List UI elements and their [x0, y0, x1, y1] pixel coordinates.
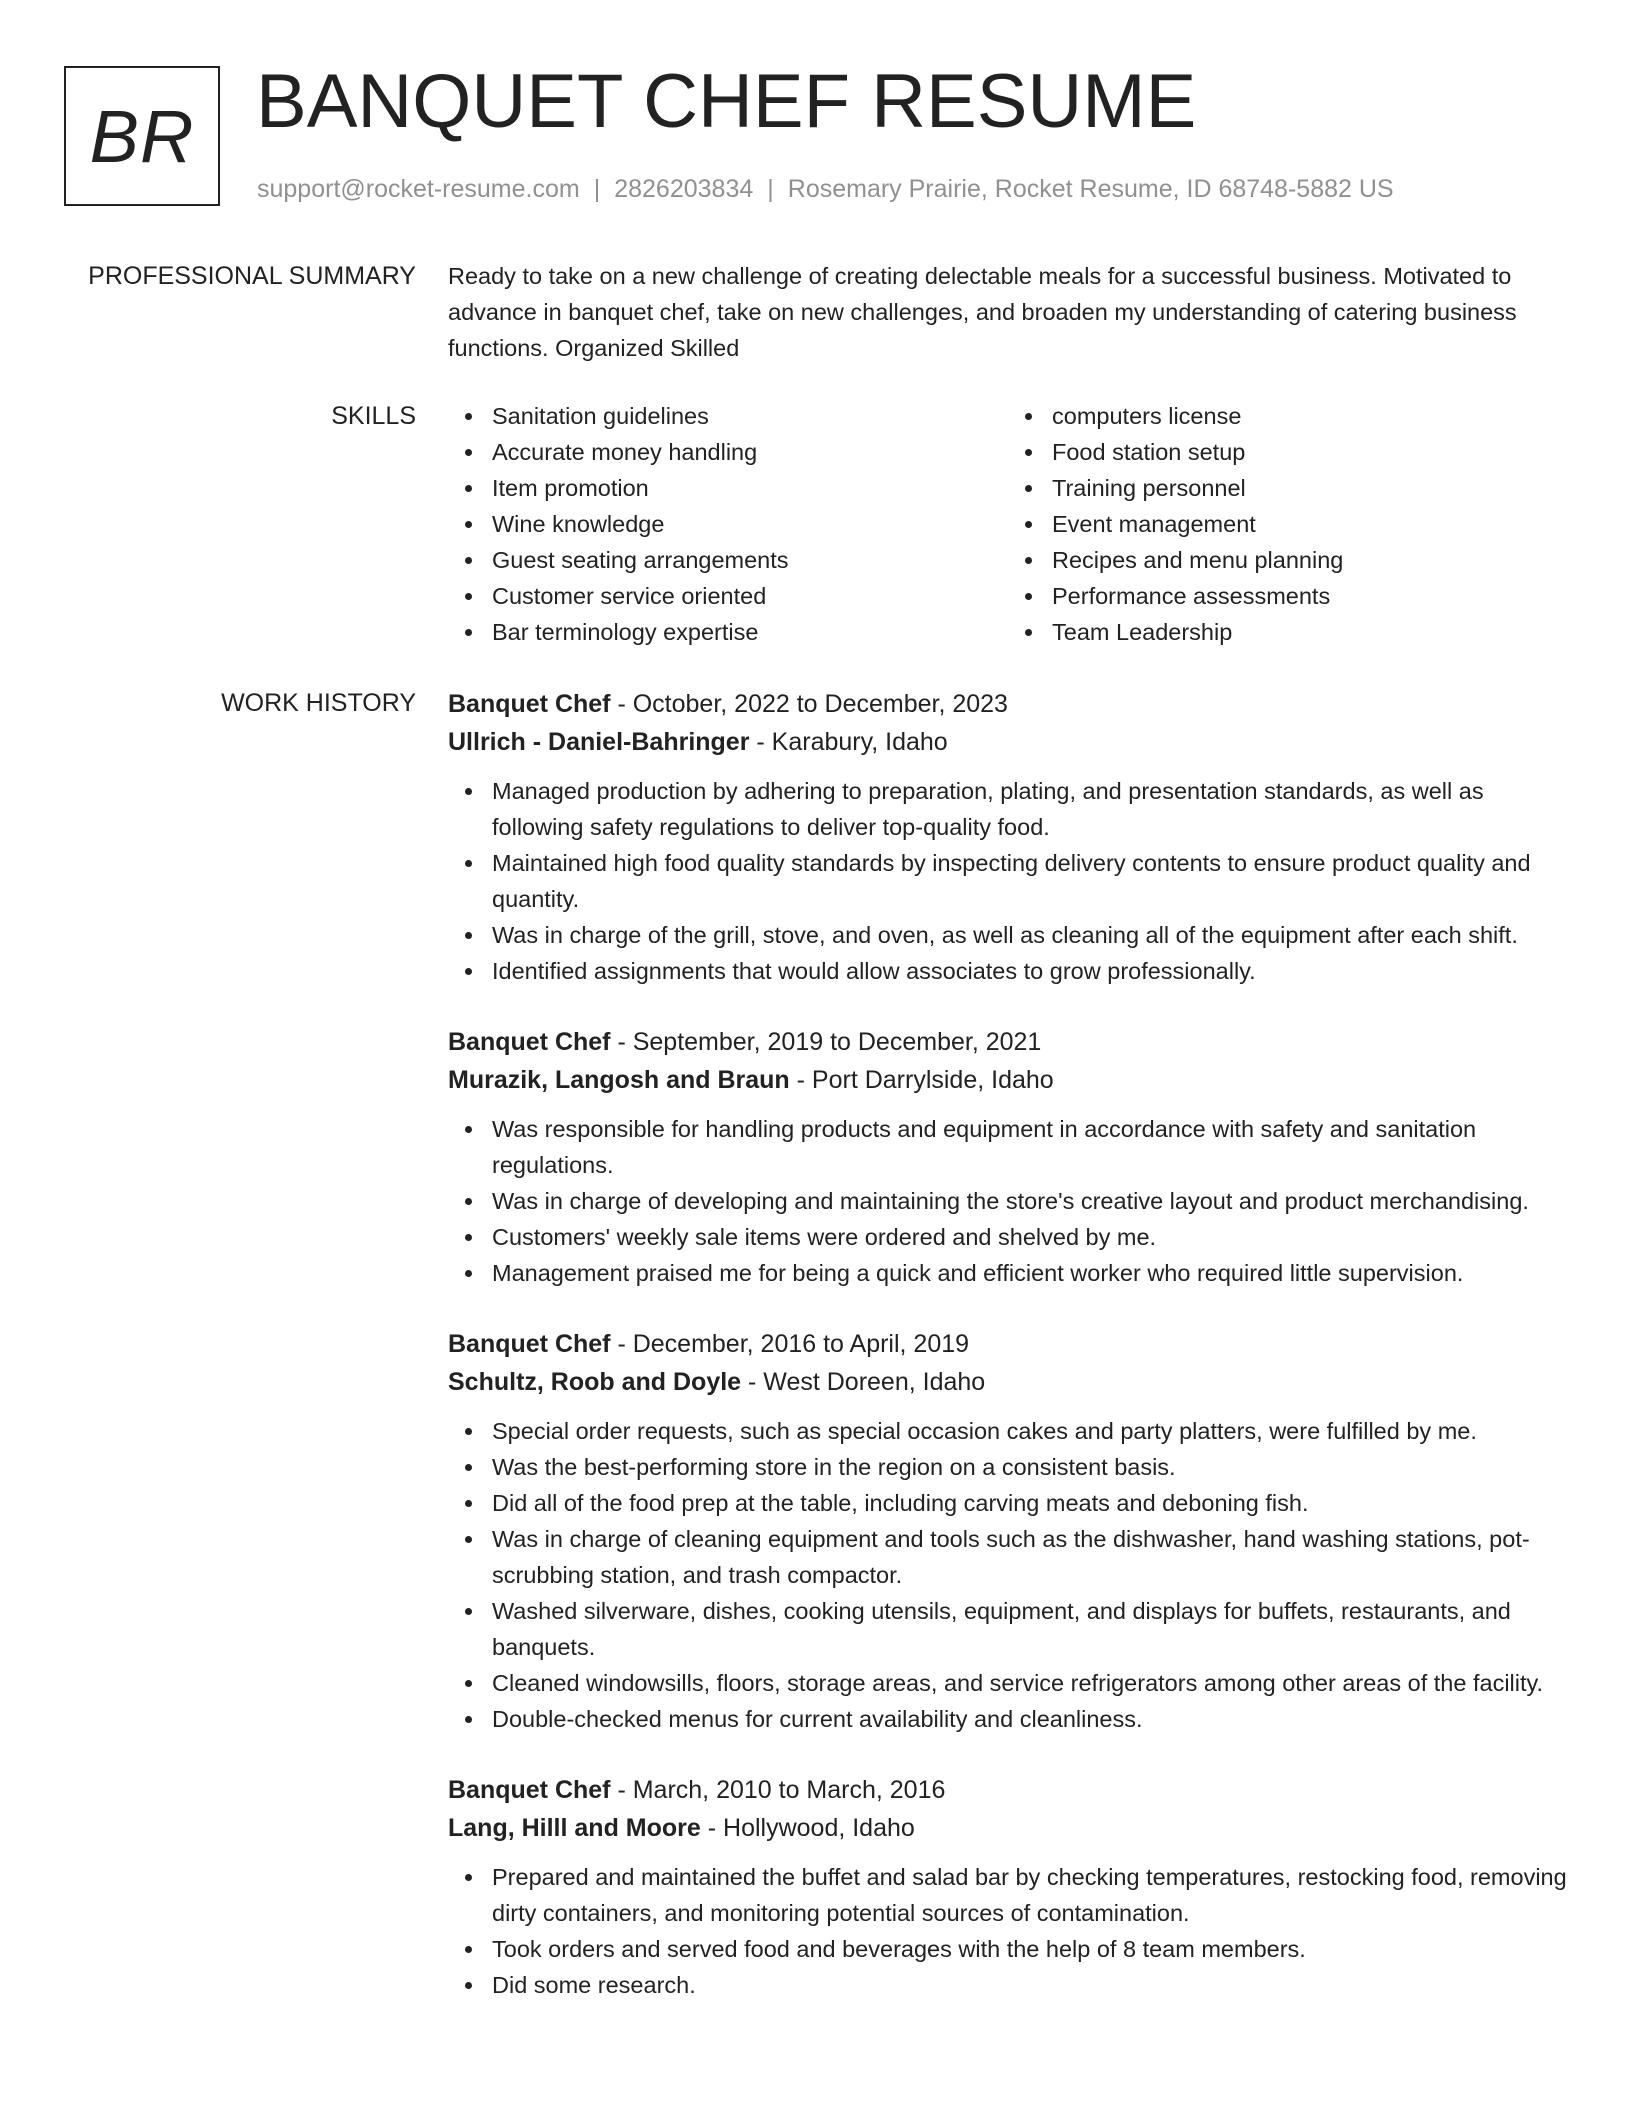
skill-item: Wine knowledge	[492, 506, 1008, 542]
job-duties	[448, 1859, 1568, 2003]
skill-item: Item promotion	[492, 470, 1008, 506]
dash: -	[700, 1814, 724, 1842]
job-duties	[448, 773, 1568, 989]
job-title-line	[448, 1325, 1568, 1363]
dash: -	[610, 690, 633, 718]
contact-line	[257, 172, 1394, 206]
job-company: Schultz, Roob and Doyle	[448, 1368, 742, 1396]
dash: -	[610, 1028, 633, 1056]
summary-heading: PROFESSIONAL SUMMARY	[88, 262, 416, 290]
skill-item: Sanitation guidelines	[492, 398, 1008, 434]
duty-item: Customers' weekly sale items were ordered and shelved by me.	[492, 1219, 1568, 1255]
dash: -	[789, 1066, 812, 1094]
contact-separator: |	[593, 175, 601, 203]
duty-item: Was in charge of cleaning equipment and tools such as the dishwasher, hand washing stations, pot-scrubbing station, and trash compactor.	[492, 1521, 1568, 1593]
skill-item: Food station setup	[1052, 434, 1568, 470]
skill-item: Bar terminology expertise	[492, 614, 1008, 650]
skill-item: Event management	[1052, 506, 1568, 542]
duty-item: Identified assignments that would allow associates to grow professionally.	[492, 953, 1568, 989]
job-location: Karabury, Idaho	[771, 728, 948, 756]
duty-item: Did all of the food prep at the table, including carving meats and deboning fish.	[492, 1485, 1568, 1521]
job-duties	[448, 1111, 1568, 1291]
skills-columns	[448, 398, 1568, 650]
duty-item: Cleaned windowsills, floors, storage areas, and service refrigerators among other areas of the facility.	[492, 1665, 1568, 1701]
job-location: West Doreen, Idaho	[763, 1368, 986, 1396]
job-company: Murazik, Langosh and Braun	[448, 1066, 790, 1094]
skill-item: Customer service oriented	[492, 578, 1008, 614]
job-location: Port Darrylside, Idaho	[811, 1066, 1054, 1094]
job-company-line	[448, 1809, 1568, 1847]
monogram-logo: BR	[64, 66, 220, 206]
dash: -	[749, 728, 772, 756]
contact-phone: 2826203834	[614, 175, 754, 203]
job-entry	[448, 1023, 1568, 1291]
contact-email: support@rocket-resume.com	[257, 175, 580, 203]
job-duties	[448, 1413, 1568, 1737]
skill-item: Recipes and menu planning	[1052, 542, 1568, 578]
job-title-line	[448, 1023, 1568, 1061]
job-entry	[448, 1771, 1568, 2003]
skills-heading: SKILLS	[331, 402, 416, 430]
duty-item: Was responsible for handling products and equipment in accordance with safety and sanitation regulations.	[492, 1111, 1568, 1183]
skill-item: Training personnel	[1052, 470, 1568, 506]
job-location: Hollywood, Idaho	[723, 1814, 915, 1842]
skills-list-left	[448, 398, 1008, 650]
contact-separator: |	[767, 175, 774, 203]
job-company-line	[448, 1061, 1568, 1099]
skill-item: Performance assessments	[1052, 578, 1568, 614]
job-entry	[448, 685, 1568, 989]
contact-address: Rosemary Prairie, Rocket Resume, ID 68748-5882 US	[787, 175, 1394, 203]
duty-item: Prepared and maintained the buffet and salad bar by checking temperatures, restocking food, removing dirty containers, and monitoring potential sources of contamination.	[492, 1859, 1568, 1931]
job-title: Banquet Chef	[448, 690, 611, 718]
dash: -	[610, 1776, 633, 1804]
summary-body	[448, 258, 1568, 366]
page-title: BANQUET CHEF RESUME	[256, 59, 1197, 144]
duty-item: Managed production by adhering to preparation, plating, and presentation standards, as well as following safety regulations to deliver top-quality food.	[492, 773, 1568, 845]
dash: -	[741, 1368, 764, 1396]
job-dates: March, 2010 to March, 2016	[632, 1776, 946, 1804]
duty-item: Was in charge of the grill, stove, and oven, as well as cleaning all of the equipment after each shift.	[492, 917, 1568, 953]
duty-item: Double-checked menus for current availability and cleanliness.	[492, 1701, 1568, 1737]
duty-item: Did some research.	[492, 1967, 1568, 2003]
work-history-body	[448, 685, 1568, 2037]
job-title: Banquet Chef	[448, 1776, 611, 1804]
duty-item: Washed silverware, dishes, cooking utensils, equipment, and displays for buffets, restaurants, and banquets.	[492, 1593, 1568, 1665]
skills-body	[448, 398, 1568, 650]
job-dates: December, 2016 to April, 2019	[632, 1330, 970, 1358]
job-title-line	[448, 685, 1568, 723]
duty-item: Was in charge of developing and maintaining the store's creative layout and product merchandising.	[492, 1183, 1568, 1219]
duty-item: Was the best-performing store in the region on a consistent basis.	[492, 1449, 1568, 1485]
duty-item: Maintained high food quality standards by inspecting delivery contents to ensure product quality and quantity.	[492, 845, 1568, 917]
job-title: Banquet Chef	[448, 1330, 611, 1358]
job-title: Banquet Chef	[448, 1028, 611, 1056]
duty-item: Special order requests, such as special occasion cakes and party platters, were fulfilled by me.	[492, 1413, 1568, 1449]
skill-item: Team Leadership	[1052, 614, 1568, 650]
duty-item: Took orders and served food and beverages with the help of 8 team members.	[492, 1931, 1568, 1967]
dash: -	[610, 1330, 633, 1358]
skills-list-right	[1008, 398, 1568, 650]
job-dates: September, 2019 to December, 2021	[632, 1028, 1042, 1056]
job-company: Lang, Hilll and Moore	[448, 1814, 701, 1842]
job-entry	[448, 1325, 1568, 1737]
duty-item: Management praised me for being a quick and efficient worker who required little supervision.	[492, 1255, 1568, 1291]
work-history-heading: WORK HISTORY	[221, 689, 416, 717]
job-company: Ullrich - Daniel-Bahringer	[448, 728, 750, 756]
job-dates: October, 2022 to December, 2023	[632, 690, 1008, 718]
summary-text: Ready to take on a new challenge of creating delectable meals for a successful business. Motivated to advance in banquet chef, take on new challenges, and broaden my understanding of catering business functions. Organized Skilled	[448, 263, 1517, 361]
job-title-line	[448, 1771, 1568, 1809]
skill-item: Accurate money handling	[492, 434, 1008, 470]
skill-item: Guest seating arrangements	[492, 542, 1008, 578]
job-company-line	[448, 1363, 1568, 1401]
skill-item: computers license	[1052, 398, 1568, 434]
job-company-line	[448, 723, 1568, 761]
